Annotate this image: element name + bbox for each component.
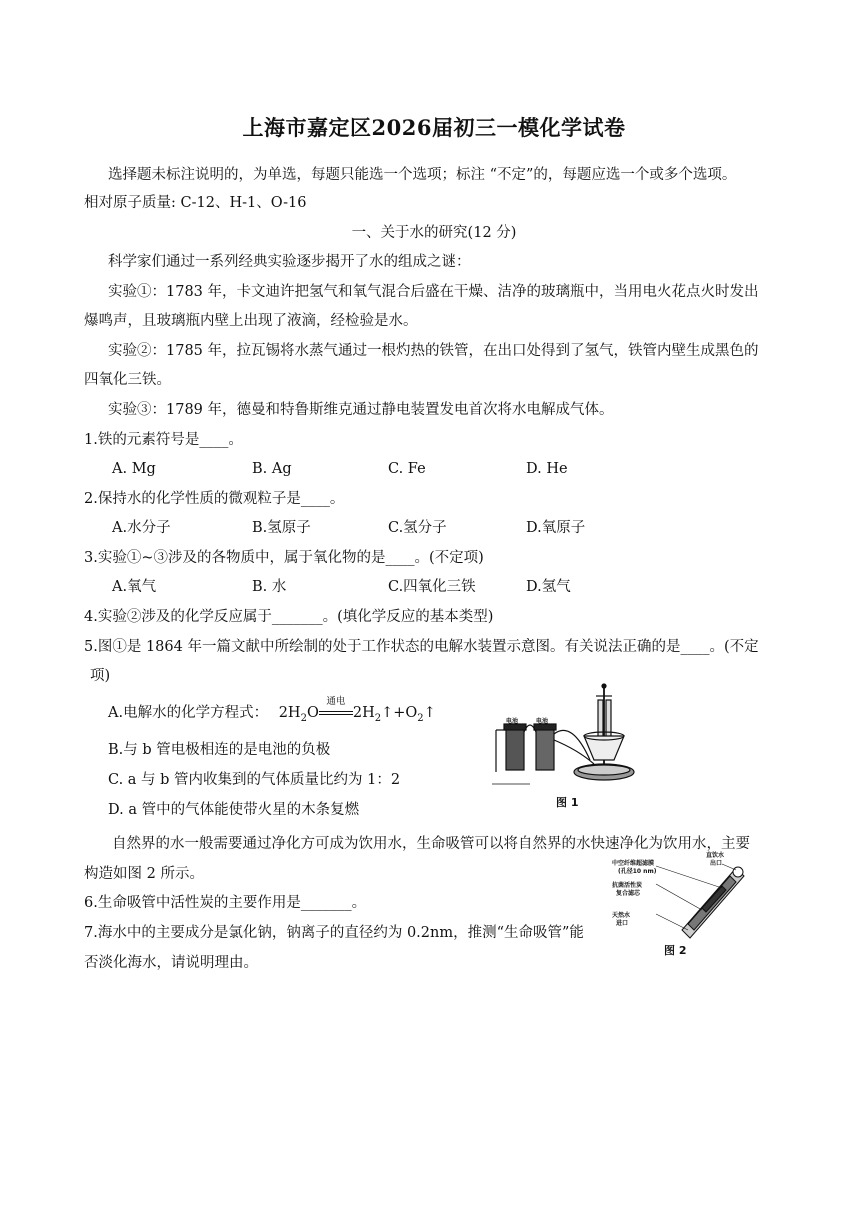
purification-paragraph-line-1: 自然界的水一般需要通过净化方可成为饮用水，生命吸管可以将自然界的水快速净化为饮用水，主要 [112, 836, 750, 852]
figure-2-label-inlet: 天然水 [612, 912, 631, 919]
question-1-option-b: B. Ag [252, 461, 292, 477]
question-5-stem-line-1: 5.图①是 1864 年一篇文献中所绘制的处于工作状态的电解水装置示意图。有关说法正确的是____。(不定 [84, 639, 759, 655]
question-1-option-d: D. He [526, 461, 568, 477]
option-a-prefix: A.电解水的化学方程式： [108, 705, 269, 721]
electrolysis-drawing [492, 680, 642, 792]
experiment-2-line-2: 四氧化三铁。 [84, 372, 171, 388]
eq-left-sub: 2 [300, 712, 307, 724]
question-3-stem: 3.实验①~③涉及的各物质中，属于氧化物的是____。(不定项) [84, 550, 484, 566]
figure-2-label-inlet-b: 进口 [616, 920, 629, 927]
question-2-stem: 2.保持水的化学性质的微观粒子是____。 [84, 491, 345, 507]
figure-2-life-straw [612, 852, 748, 940]
question-7-line-1: 7.海水中的主要成分是氯化钠，钠离子的直径约为 0.2nm，推测“生命吸管”能 [84, 925, 584, 941]
question-7-line-2: 否淡化海水，请说明理由。 [84, 955, 258, 971]
question-1-option-c: C. Fe [388, 461, 426, 477]
question-1-option-a: A. Mg [112, 461, 156, 477]
question-3-option-b: B. 水 [252, 579, 287, 595]
eq-left: 2H [278, 705, 301, 721]
question-5-option-c: C. a 与 b 管内收集到的气体质量比约为 1：2 [108, 772, 401, 788]
eq-right-1: 2H [352, 705, 375, 721]
question-6-stem: 6.生命吸管中活性炭的主要作用是_______。 [84, 895, 367, 911]
experiment-1-line-1: 实验①：1783 年，卡文迪许把氢气和氧气混合后盛在干燥、洁净的玻璃瓶中，当用电火花点火时发出 [108, 284, 759, 300]
figure-1-electrolysis-apparatus [492, 680, 642, 792]
question-5-option-d: D. a 管中的气体能使带火星的木条复燃 [108, 802, 360, 818]
figure-1-caption: 图 1 [556, 796, 579, 809]
eq-right-2-sub: 2 [417, 712, 424, 724]
figure-1-label-battery-1: 电池 [506, 718, 519, 725]
question-3-option-c: C.四氧化三铁 [388, 579, 476, 595]
section-heading: 一、关于水的研究(12 分) [351, 225, 517, 241]
experiment-2-line-1: 实验②：1785 年，拉瓦锡将水蒸气通过一根灼热的铁管，在出口处得到了氢气，铁管内壁生成黑色的 [108, 343, 759, 359]
chemical-equation [278, 696, 436, 724]
question-1-stem: 1.铁的元素符号是____。 [84, 432, 243, 448]
figure-1-label-battery-2: 电池 [536, 718, 549, 725]
purification-paragraph-line-2: 构造如图 2 所示。 [84, 866, 204, 882]
question-4-stem: 4.实验②涉及的化学反应属于_______。(填化学反应的基本类型) [84, 609, 494, 625]
eq-left-tail: O [306, 705, 319, 721]
experiment-3-line: 实验③：1789 年，德曼和特鲁斯维克通过静电装置发电首次将水电解成气体。 [108, 402, 614, 418]
eq-right-3: ↑ [423, 705, 436, 721]
question-2-option-c: C.氢分子 [388, 520, 447, 536]
question-5-option-a [108, 696, 436, 729]
question-2-option-d: D.氧原子 [526, 520, 586, 536]
eq-condition: 通电 [326, 696, 346, 707]
question-2-option-b: B.氢原子 [252, 520, 311, 536]
figure-2-label-membrane: 中空纤维超滤膜 [612, 860, 655, 867]
question-5-stem-line-2: 项) [90, 668, 111, 684]
intro-line-2: 相对原子质量: C-12、H-1、O-16 [84, 195, 307, 211]
experiment-1-line-2: 爆鸣声，且玻璃瓶内壁上出现了液滴，经检验是水。 [84, 313, 418, 329]
question-3-option-a: A.氧气 [112, 579, 157, 595]
eq-right-1-sub: 2 [374, 712, 382, 724]
figure-2-caption: 图 2 [664, 944, 687, 957]
question-5-option-b: B.与 b 管电极相连的是电池的负极 [108, 742, 331, 758]
question-3-option-d: D.氢气 [526, 579, 571, 595]
eq-right-2: ↑+O [381, 705, 418, 721]
figure-2-label-outlet: 直饮水 [706, 852, 725, 859]
intro-line-1: 选择题未标注说明的，为单选，每题只能选一个选项；标注 “不定”的，每题应选一个或多个选项。 [108, 167, 737, 183]
figure-2-label-carbon: 抗菌活性炭 [612, 882, 643, 889]
figure-2-label-membrane-pore: (孔径10 nm) [618, 868, 657, 875]
question-2-option-a: A.水分子 [112, 520, 171, 536]
figure-2-label-outlet-b: 出口 [710, 860, 723, 867]
page-title: 上海市嘉定区2026届初三一模化学试卷 [242, 115, 626, 140]
eq-arrow [319, 696, 353, 723]
figure-2-label-carbon-core: 复合滤芯 [616, 890, 641, 897]
lead-paragraph: 科学家们通过一系列经典实验逐步揭开了水的组成之谜： [108, 254, 471, 270]
